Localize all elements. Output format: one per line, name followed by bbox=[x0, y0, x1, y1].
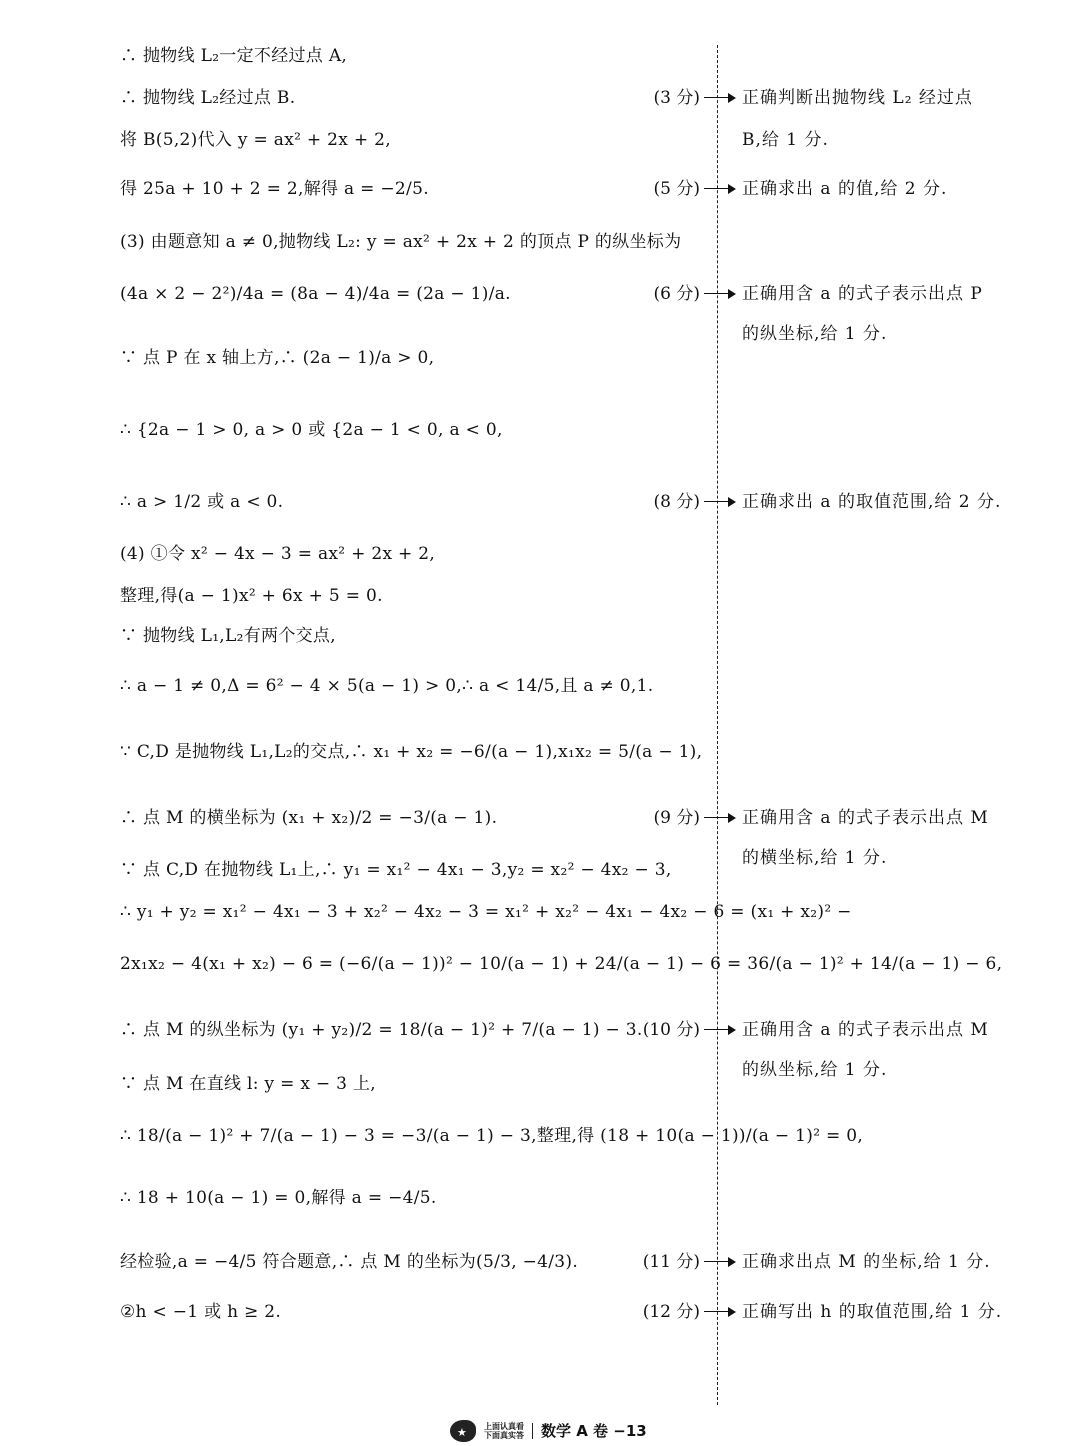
grading-note: 正确用含 a 的式子表示出点 M bbox=[742, 808, 989, 828]
grading-note: 的纵坐标,给 1 分. bbox=[742, 324, 888, 344]
solution-line: ②h < −1 或 h ≥ 2. bbox=[120, 1302, 282, 1322]
logo-text-line: 上面认真看 bbox=[484, 1422, 524, 1431]
score-label: (6 分) bbox=[653, 284, 700, 304]
grading-note: 正确用含 a 的式子表示出点 P bbox=[742, 284, 983, 304]
solution-line: ∵ 点 P 在 x 轴上方,∴ (2a − 1)/a > 0, bbox=[120, 348, 435, 368]
margin-divider bbox=[717, 45, 718, 1405]
score-label: (9 分) bbox=[653, 808, 700, 828]
solution-line: 整理,得(a − 1)x² + 6x + 5 = 0. bbox=[120, 586, 383, 606]
grading-note: 正确写出 h 的取值范围,给 1 分. bbox=[742, 1302, 1003, 1322]
score-label: (3 分) bbox=[653, 88, 700, 108]
solution-line: (4) ①令 x² − 4x − 3 = ax² + 2x + 2, bbox=[120, 544, 436, 564]
solution-line: ∴ a − 1 ≠ 0,Δ = 6² − 4 × 5(a − 1) > 0,∴ a < 14/5,且 a ≠ 0,1. bbox=[120, 676, 654, 696]
page-footer bbox=[450, 1420, 647, 1442]
solution-line: (3) 由题意知 a ≠ 0,抛物线 L₂: y = ax² + 2x + 2 的顶点 P 的纵坐标为 bbox=[120, 232, 682, 252]
solution-line: (4a × 2 − 2²)/4a = (8a − 4)/4a = (2a − 1)/a. bbox=[120, 284, 511, 304]
arrow-right-icon bbox=[704, 1018, 740, 1042]
solution-line: ∴ 抛物线 L₂一定不经过点 A, bbox=[120, 46, 348, 66]
logo-text-line: 下面真实答 bbox=[484, 1431, 524, 1440]
grading-note: 正确判断出抛物线 L₂ 经过点 bbox=[742, 88, 973, 108]
arrow-right-icon bbox=[704, 177, 740, 201]
solution-line: 得 25a + 10 + 2 = 2,解得 a = −2/5. bbox=[120, 179, 429, 199]
solution-line: ∵ 点 C,D 在抛物线 L₁上,∴ y₁ = x₁² − 4x₁ − 3,y₂ = x₂² − 4x₂ − 3, bbox=[120, 860, 672, 880]
grading-note: 正确求出 a 的值,给 2 分. bbox=[742, 179, 948, 199]
solution-line: ∵ C,D 是抛物线 L₁,L₂的交点,∴ x₁ + x₂ = −6/(a − 1),x₁x₂ = 5/(a − 1), bbox=[120, 742, 703, 762]
solution-line: ∴ 抛物线 L₂经过点 B. bbox=[120, 88, 296, 108]
arrow-right-icon bbox=[704, 86, 740, 110]
grading-note: 的横坐标,给 1 分. bbox=[742, 848, 888, 868]
page-label: 数学 A 卷 −13 bbox=[541, 1422, 647, 1440]
grading-note: 正确求出 a 的取值范围,给 2 分. bbox=[742, 492, 1002, 512]
solution-line: ∴ 18/(a − 1)² + 7/(a − 1) − 3 = −3/(a − 1) − 3,整理,得 (18 + 10(a − 1))/(a − 1)² = 0, bbox=[120, 1126, 864, 1146]
grading-note: B,给 1 分. bbox=[742, 130, 829, 150]
grading-note: 正确求出点 M 的坐标,给 1 分. bbox=[742, 1252, 991, 1272]
score-label: (5 分) bbox=[653, 179, 700, 199]
arrow-right-icon bbox=[704, 282, 740, 306]
solution-line: ∴ a > 1/2 或 a < 0. bbox=[120, 492, 284, 512]
solution-line: 将 B(5,2)代入 y = ax² + 2x + 2, bbox=[120, 130, 391, 150]
score-label: (11 分) bbox=[642, 1252, 700, 1272]
score-label: (12 分) bbox=[642, 1302, 700, 1322]
brand-logo-text bbox=[484, 1422, 524, 1440]
grading-note: 正确用含 a 的式子表示出点 M bbox=[742, 1020, 989, 1040]
solution-line: ∴ y₁ + y₂ = x₁² − 4x₁ − 3 + x₂² − 4x₂ − 3 = x₁² + x₂² − 4x₁ − 4x₂ − 6 = (x₁ + x₂)² − bbox=[120, 902, 852, 922]
solution-line: ∴ {2a − 1 > 0, a > 0 或 {2a − 1 < 0, a < 0, bbox=[120, 420, 503, 440]
solution-line: ∴ 点 M 的纵坐标为 (y₁ + y₂)/2 = 18/(a − 1)² + 7/(a − 1) − 3. bbox=[120, 1020, 643, 1040]
footer-separator bbox=[532, 1423, 533, 1439]
brand-logo-icon bbox=[450, 1420, 476, 1442]
arrow-right-icon bbox=[704, 490, 740, 514]
solution-line: ∵ 点 M 在直线 l: y = x − 3 上, bbox=[120, 1074, 377, 1094]
solution-line: ∴ 点 M 的横坐标为 (x₁ + x₂)/2 = −3/(a − 1). bbox=[120, 808, 498, 828]
score-label: (8 分) bbox=[653, 492, 700, 512]
solution-line: 2x₁x₂ − 4(x₁ + x₂) − 6 = (−6/(a − 1))² − 10/(a − 1) + 24/(a − 1) − 6 = 36/(a − 1)² + 14/(a − 1) − 6, bbox=[120, 954, 1003, 974]
arrow-right-icon bbox=[704, 806, 740, 830]
solution-line: ∵ 抛物线 L₁,L₂有两个交点, bbox=[120, 626, 336, 646]
solution-line: 经检验,a = −4/5 符合题意,∴ 点 M 的坐标为(5/3, −4/3). bbox=[120, 1252, 579, 1272]
score-label: (10 分) bbox=[642, 1020, 700, 1040]
grading-note: 的纵坐标,给 1 分. bbox=[742, 1060, 888, 1080]
solution-line: ∴ 18 + 10(a − 1) = 0,解得 a = −4/5. bbox=[120, 1188, 437, 1208]
arrow-right-icon bbox=[704, 1300, 740, 1324]
arrow-right-icon bbox=[704, 1250, 740, 1274]
